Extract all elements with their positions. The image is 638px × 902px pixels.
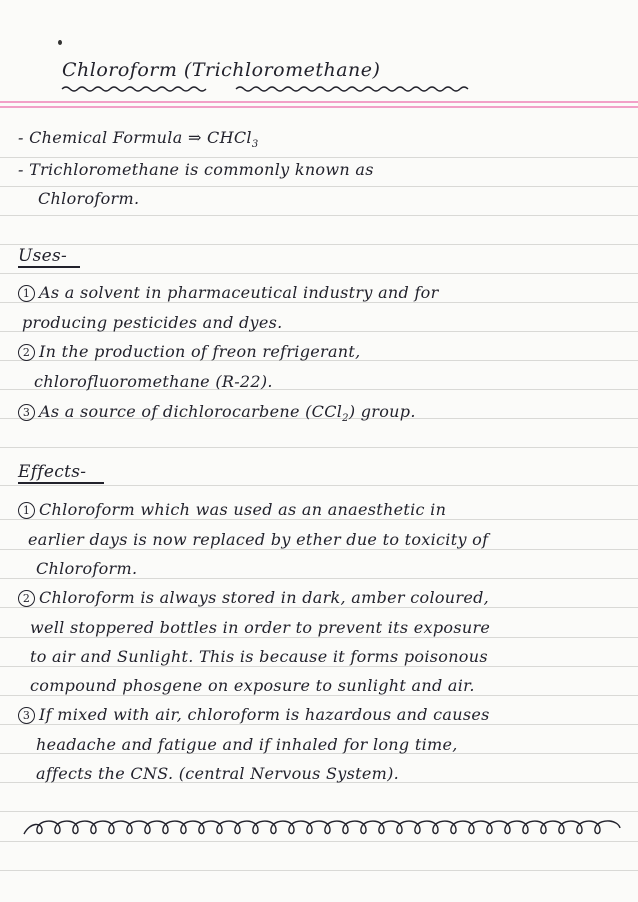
effects-item-continued: Chloroform. bbox=[36, 559, 138, 578]
header-rule bbox=[0, 106, 638, 108]
effects-item-continued: well stoppered bottles in order to prevent its exposure bbox=[30, 618, 491, 637]
page-title: Chloroform (Trichloromethane) bbox=[62, 59, 381, 81]
uses-item bbox=[18, 283, 439, 303]
effects-item-text: Chloroform which was used as an anaesthetic in bbox=[39, 500, 447, 519]
ruled-line bbox=[0, 157, 638, 158]
ruled-line bbox=[0, 447, 638, 448]
effects-item-continued: earlier days is now replaced by ether due to toxicity of bbox=[28, 530, 489, 549]
ruled-line bbox=[0, 273, 638, 274]
known-as-name: Chloroform. bbox=[38, 189, 140, 208]
title-wavy-underline bbox=[60, 84, 480, 94]
number-1-icon: 1 bbox=[18, 285, 35, 302]
formula-label: - Chemical Formula bbox=[18, 128, 183, 147]
uses-item-continued: chlorofluoromethane (R-22). bbox=[34, 372, 273, 391]
effects-item-continued: affects the CNS. (central Nervous System). bbox=[36, 764, 400, 783]
header-rule bbox=[0, 101, 638, 103]
known-as-line: - Trichloromethane is commonly known as bbox=[18, 160, 374, 179]
formula-subscript: 3 bbox=[251, 139, 259, 150]
ruled-line bbox=[0, 485, 638, 486]
uses-item bbox=[18, 402, 416, 429]
uses-item-text: As a source of dichlorocarbene (CCl bbox=[39, 402, 343, 421]
uses-item-text: As a solvent in pharmaceutical industry and for bbox=[39, 283, 439, 302]
uses-item-continued: producing pesticides and dyes. bbox=[22, 313, 283, 332]
effects-item-continued: headache and fatigue and if inhaled for long time, bbox=[36, 735, 458, 754]
formula-value: CHCl bbox=[207, 128, 252, 147]
number-3-icon: 3 bbox=[18, 404, 35, 421]
effects-heading: Effects- bbox=[18, 462, 87, 482]
ruled-line bbox=[0, 186, 638, 187]
effects-item bbox=[18, 588, 489, 608]
effects-item-text: Chloroform is always stored in dark, amber coloured, bbox=[39, 588, 490, 607]
decorative-scroll-border bbox=[20, 812, 630, 842]
uses-item-text-end: ) group. bbox=[348, 402, 416, 421]
number-2-icon: 2 bbox=[18, 344, 35, 361]
uses-heading: Uses- bbox=[18, 246, 68, 266]
effects-item-continued: to air and Sunlight. This is because it forms poisonous bbox=[30, 647, 488, 666]
number-1-icon: 1 bbox=[18, 502, 35, 519]
uses-heading-underline bbox=[18, 266, 80, 268]
effects-heading-underline bbox=[18, 482, 104, 484]
number-3-icon: 3 bbox=[18, 707, 35, 724]
effects-item bbox=[18, 705, 490, 725]
effects-item bbox=[18, 500, 446, 520]
effects-item-text: If mixed with air, chloroform is hazardous and causes bbox=[39, 705, 490, 724]
formula-line bbox=[18, 128, 258, 155]
uses-item-subscript: 2 bbox=[342, 413, 349, 424]
ruled-line bbox=[0, 215, 638, 216]
number-2-icon: 2 bbox=[18, 590, 35, 607]
pen-mark bbox=[58, 40, 62, 45]
uses-item-text: In the production of freon refrigerant, bbox=[39, 342, 361, 361]
uses-item bbox=[18, 342, 361, 362]
implies-arrow-icon: ⇒ bbox=[187, 128, 202, 147]
ruled-line bbox=[0, 244, 638, 245]
effects-item-continued: compound phosgene on exposure to sunlight and air. bbox=[30, 676, 475, 695]
ruled-line bbox=[0, 870, 638, 871]
